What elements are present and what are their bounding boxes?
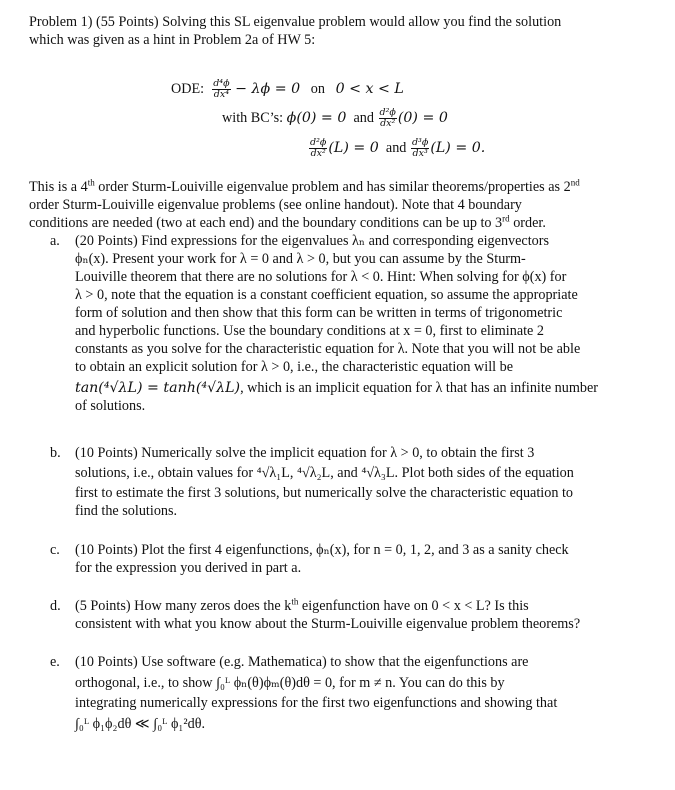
part-b-line-3: first to estimate the first 3 solutions, but numerically solve the characteristic equation to	[75, 485, 574, 501]
ode-label: ODE:	[171, 80, 205, 97]
problem-header-line-2: which was given as a hint in Problem 2a of HW 5:	[29, 32, 316, 48]
ode-on: on	[310, 80, 325, 97]
part-c-label: c.	[50, 542, 60, 558]
part-a-line-3: Louiville theorem that there are no solutions for λ < 0. Hint: When solving for ϕ(x) for	[75, 269, 567, 285]
part-a-line-2: ϕₙ(x). Present your work for λ = 0 and λ > 0, but you can assume by the Sturm-	[75, 251, 526, 267]
part-e-line-1: (10 Points) Use software (e.g. Mathematica) to show that the eigenfunctions are	[75, 654, 529, 670]
bc-2-derivative: $\frac{\text{d²ϕ}}{\text{dx²}}$	[379, 107, 396, 129]
problem-header-line-1: Problem 1) (55 Points) Solving this SL eigenvalue problem would allow you find the solution	[29, 14, 562, 30]
part-b-line-4: find the solutions.	[75, 503, 178, 519]
bc-line-2	[308, 138, 485, 159]
ode-equation	[171, 79, 404, 100]
part-b-label: b.	[50, 445, 61, 461]
part-b-line-2: solutions, i.e., obtain values for ⁴√λ₁L, ⁴√λ₂L, and ⁴√λ₃L. Plot both sides of the equation	[75, 465, 574, 481]
bc-4-derivative: $\frac{\text{d³ϕ}}{\text{dx³}}$	[411, 137, 429, 159]
part-a-line-8: to obtain an explicit solution for λ > 0, i.e., the characteristic equation will be	[75, 359, 514, 375]
part-a-label: a.	[50, 233, 60, 249]
part-a-line-4: λ > 0, note that the equation is a constant coefficient equation, so assume the appropriate	[75, 287, 578, 303]
part-c-line-1: (10 Points) Plot the first 4 eigenfunctions, ϕₙ(x), for n = 0, 1, 2, and 3 as a sanity check	[75, 542, 569, 558]
bc-label: with BC’s:	[222, 109, 284, 126]
part-c-line-2: for the expression you derived in part a.	[75, 560, 302, 576]
bc-3-derivative: $\frac{\text{d²ϕ}}{\text{dx²}}$	[310, 137, 327, 159]
bc-2-rest: (0) = 0	[397, 109, 448, 126]
bc-and-1: and	[353, 109, 374, 126]
part-e-line-3: integrating numerically expressions for the first two eigenfunctions and showing that	[75, 695, 558, 711]
bc-3-rest: (L) = 0	[328, 139, 379, 156]
bc-4-rest: (L) = 0.	[430, 139, 486, 156]
ode-domain: 0 < x < L	[335, 80, 404, 97]
part-a-line-7: constants as you solve for the characteristic equation for λ. Note that you will not be able	[75, 341, 581, 357]
part-b-line-1: (10 Points) Numerically solve the implicit equation for λ > 0, to obtain the first 3	[75, 445, 535, 461]
bc-1: ϕ(0) = 0	[286, 109, 347, 126]
part-a-line-5: form of solution and then show that this form can be written in terms of trigonometric	[75, 305, 563, 321]
bc-and-2: and	[385, 139, 407, 156]
characteristic-equation: tan(⁴√λL) = tanh(⁴√λL)	[75, 380, 241, 396]
bc-line-1	[222, 108, 448, 129]
intro-line-1: This is a 4th order Sturm-Louiville eigenvalue problem and has similar theorems/properties as 2nd	[29, 177, 580, 195]
part-e-label: e.	[50, 654, 60, 670]
intro-line-2: order Sturm-Louiville eigenvalue problems (see online handout). Note that 4 boundary	[29, 197, 522, 213]
intro-line-3: conditions are needed (two at each end) and the boundary conditions can be up to 3rd order.	[29, 213, 546, 231]
ode-derivative: $\frac{\text{d⁴ϕ}}{\text{dx⁴}}$	[213, 78, 230, 100]
part-a-line-10: of solutions.	[75, 398, 146, 414]
ode-rest: − λϕ = 0	[235, 80, 301, 97]
part-d-line-1: (5 Points) How many zeros does the $k^{th}$ eigenfunction have on 0 < x < L? Is this	[75, 596, 529, 614]
part-a-line-9: tan(⁴√λL) = tanh(⁴√λL), which is an implicit equation for λ that has an infinite number	[75, 380, 598, 396]
part-d-label: d.	[50, 598, 61, 614]
part-a-line-1: (20 Points) Find expressions for the eigenvalues λₙ and corresponding eigenvectors	[75, 233, 550, 249]
part-e-line-2: orthogonal, i.e., to show ∫₀ᴸ ϕₙ(θ)ϕₘ(θ)dθ = 0, for m ≠ n. You can do this by	[75, 675, 505, 691]
part-e-line-4: ∫₀ᴸ ϕ₁ϕ₂dθ ≪ ∫₀ᴸ ϕ₁²dθ.	[75, 716, 206, 732]
part-d-line-2: consistent with what you know about the Sturm-Louiville eigenvalue problem theorems?	[75, 616, 581, 632]
part-a-line-6: and hyperbolic functions. Use the boundary conditions at x = 0, first to eliminate 2	[75, 323, 544, 339]
